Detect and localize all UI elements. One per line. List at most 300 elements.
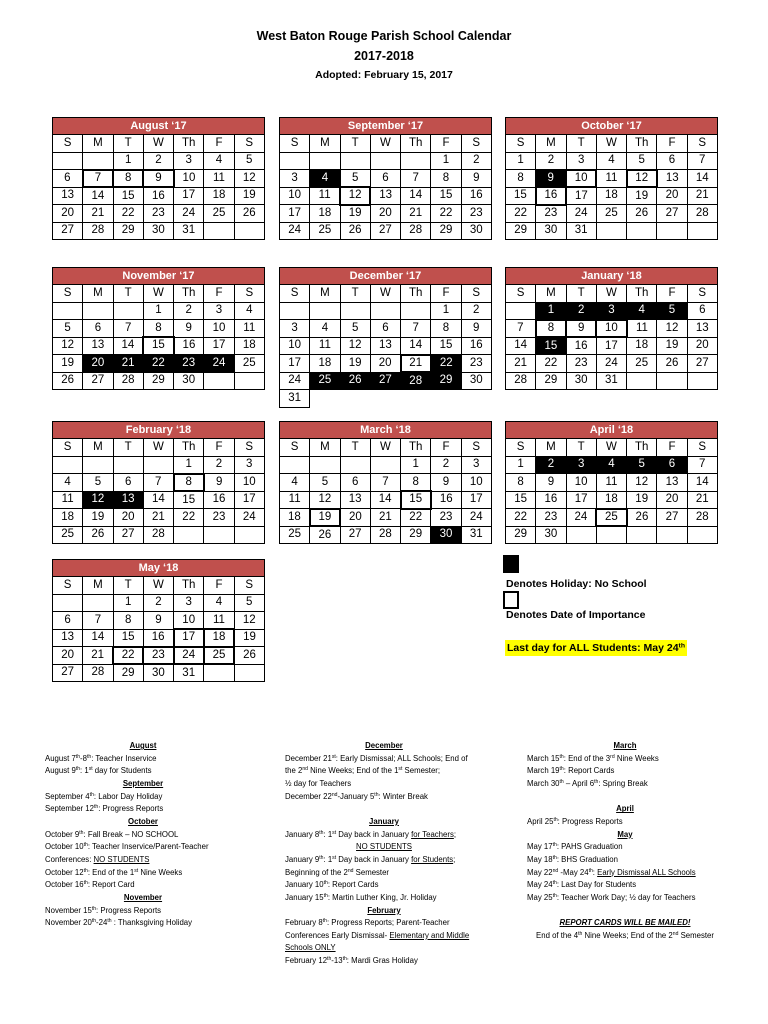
day-cell: 29 bbox=[113, 664, 143, 682]
week-row bbox=[506, 526, 718, 544]
week-row bbox=[280, 205, 492, 223]
weekday-label: S bbox=[280, 439, 310, 457]
weekday-label: W bbox=[370, 439, 400, 457]
day-cell: 1 bbox=[401, 456, 431, 474]
underlined-text: for Students bbox=[411, 854, 454, 864]
week-row bbox=[280, 187, 492, 205]
day-cell: 24 bbox=[566, 205, 596, 223]
day-cell: 16 bbox=[143, 187, 173, 205]
day-cell: 26 bbox=[627, 509, 657, 527]
weekday-label: M bbox=[536, 439, 566, 457]
note-line bbox=[45, 879, 241, 892]
day-cell: 10 bbox=[461, 474, 491, 492]
day-cell: 14 bbox=[401, 337, 431, 355]
note-text: October 16 bbox=[45, 880, 84, 890]
note-text: -13 bbox=[331, 956, 343, 966]
important-day-cell: 18 bbox=[204, 629, 234, 647]
day-cell: 13 bbox=[340, 491, 370, 509]
note-line bbox=[527, 841, 723, 854]
weekday-row bbox=[280, 285, 492, 303]
empty-day-cell bbox=[310, 456, 340, 474]
week-row bbox=[53, 456, 265, 474]
day-cell: 7 bbox=[83, 612, 113, 630]
day-cell: 22 bbox=[113, 205, 143, 223]
underlined-text: Schools ONLY bbox=[285, 943, 336, 953]
ordinal-suffix: th bbox=[678, 642, 685, 650]
empty-day-cell bbox=[370, 152, 400, 170]
note-heading: May bbox=[617, 829, 633, 839]
day-cell: 1 bbox=[431, 302, 461, 320]
note-line bbox=[45, 803, 241, 816]
weekday-label: W bbox=[596, 135, 626, 153]
note-section bbox=[285, 740, 483, 803]
note-text: : Last Day for Students bbox=[556, 880, 637, 890]
day-cell: 17 bbox=[234, 491, 264, 509]
note-line bbox=[285, 753, 483, 766]
note-line bbox=[285, 841, 483, 854]
weekday-label: F bbox=[431, 285, 461, 303]
empty-day-cell bbox=[234, 664, 264, 682]
day-cell: 2 bbox=[461, 302, 491, 320]
empty-day-cell bbox=[370, 302, 400, 320]
day-cell: 24 bbox=[174, 205, 204, 223]
day-cell: 8 bbox=[113, 612, 143, 630]
day-cell: 8 bbox=[506, 170, 536, 188]
empty-day-cell bbox=[310, 302, 340, 320]
day-cell: 20 bbox=[340, 509, 370, 527]
important-day-cell: 25 bbox=[204, 647, 234, 665]
empty-day-cell bbox=[340, 302, 370, 320]
note-text: : Thanksgiving Holiday bbox=[111, 918, 193, 928]
day-cell: 24 bbox=[234, 509, 264, 527]
note-line bbox=[527, 778, 723, 791]
day-cell: 8 bbox=[431, 320, 461, 338]
month-header-row bbox=[506, 118, 718, 135]
weekday-label: T bbox=[340, 439, 370, 457]
empty-day-cell bbox=[657, 222, 687, 240]
month-title: May ‘18 bbox=[53, 560, 265, 577]
day-cell: 29 bbox=[536, 372, 566, 390]
month-header-row bbox=[506, 422, 718, 439]
day-cell: 19 bbox=[340, 205, 370, 223]
weekday-label: S bbox=[461, 285, 491, 303]
day-cell: 28 bbox=[113, 372, 143, 390]
note-text: Nine Weeks; End of the 1 bbox=[307, 766, 399, 776]
day-cell: 25 bbox=[596, 205, 626, 223]
note-text: February 12 bbox=[285, 956, 328, 966]
weekday-row bbox=[53, 135, 265, 153]
empty-day-cell bbox=[340, 152, 370, 170]
day-cell: 10 bbox=[174, 612, 204, 630]
ordinal-suffix: th bbox=[89, 791, 94, 798]
empty-day-cell bbox=[234, 222, 264, 240]
weekday-label: Th bbox=[627, 285, 657, 303]
day-cell: 14 bbox=[113, 337, 143, 355]
weekday-label: T bbox=[113, 577, 143, 595]
weekday-label: M bbox=[310, 135, 340, 153]
day-cell: 2 bbox=[431, 456, 461, 474]
note-text: : Teacher Inservice bbox=[91, 753, 157, 763]
ordinal-suffix: th bbox=[559, 753, 564, 760]
weekday-label: S bbox=[687, 439, 717, 457]
day-cell: 30 bbox=[174, 372, 204, 390]
day-cell: 27 bbox=[370, 222, 400, 240]
note-text: Day back in January bbox=[336, 829, 412, 839]
weekday-label: T bbox=[113, 285, 143, 303]
note-text: March 15 bbox=[527, 753, 560, 763]
day-cell: 2 bbox=[204, 456, 234, 474]
month-calendar bbox=[279, 421, 492, 544]
day-cell: 16 bbox=[536, 491, 566, 509]
note-line bbox=[45, 917, 241, 930]
day-cell: 26 bbox=[83, 526, 113, 544]
note-line bbox=[45, 854, 241, 867]
day-cell: 10 bbox=[234, 474, 264, 492]
note-text: December 22 bbox=[285, 791, 332, 801]
day-cell: 3 bbox=[174, 594, 204, 612]
weekday-row bbox=[506, 285, 718, 303]
day-cell: 12 bbox=[657, 320, 687, 338]
day-cell: 9 bbox=[143, 612, 173, 630]
day-cell: 10 bbox=[280, 337, 310, 355]
day-cell: 1 bbox=[506, 456, 536, 474]
last-day-text: Last day for ALL Students: May 24 bbox=[507, 642, 679, 654]
day-cell: 18 bbox=[280, 509, 310, 527]
week-row bbox=[506, 170, 718, 188]
weekday-label: W bbox=[370, 135, 400, 153]
week-row bbox=[53, 629, 265, 647]
weekday-label: S bbox=[53, 439, 83, 457]
note-section bbox=[45, 892, 241, 930]
day-cell: 20 bbox=[687, 337, 717, 355]
holiday-day-cell: 23 bbox=[174, 355, 204, 373]
holiday-day-cell: 5 bbox=[627, 456, 657, 474]
day-cell: 17 bbox=[596, 337, 626, 355]
note-text: Semester bbox=[353, 867, 390, 877]
day-cell: 18 bbox=[596, 187, 626, 205]
weekday-row bbox=[506, 135, 718, 153]
note-text: – April 6 bbox=[563, 778, 595, 788]
day-cell: 6 bbox=[53, 612, 83, 630]
day-cell: 14 bbox=[83, 187, 113, 205]
holiday-day-cell: 21 bbox=[113, 355, 143, 373]
ordinal-suffix: th bbox=[559, 766, 564, 773]
day-cell: 5 bbox=[83, 474, 113, 492]
week-row bbox=[280, 152, 492, 170]
day-cell: 31 bbox=[596, 372, 626, 390]
day-cell: 13 bbox=[687, 320, 717, 338]
day-cell: 14 bbox=[143, 491, 173, 509]
important-day-cell: 25 bbox=[596, 509, 626, 527]
weekday-label: Th bbox=[401, 439, 431, 457]
day-cell: 7 bbox=[370, 474, 400, 492]
empty-day-cell bbox=[687, 372, 717, 390]
day-cell: 26 bbox=[340, 222, 370, 240]
day-cell: 1 bbox=[143, 302, 173, 320]
day-cell: 11 bbox=[596, 474, 626, 492]
ordinal-suffix: th bbox=[559, 779, 564, 786]
day-cell: 9 bbox=[461, 320, 491, 338]
holiday-day-cell: 28 bbox=[401, 372, 431, 390]
day-cell: 13 bbox=[657, 474, 687, 492]
day-cell: 11 bbox=[234, 320, 264, 338]
week-row bbox=[280, 526, 492, 544]
note-line bbox=[45, 841, 241, 854]
note-line bbox=[285, 955, 483, 968]
day-cell: 4 bbox=[280, 474, 310, 492]
month-calendar bbox=[505, 117, 718, 240]
importance-legend-label: Denotes Date of Importance bbox=[506, 609, 646, 621]
day-cell: 8 bbox=[401, 474, 431, 492]
holiday-day-cell: 5 bbox=[657, 302, 687, 320]
day-cell: 6 bbox=[370, 320, 400, 338]
empty-day-cell bbox=[566, 526, 596, 544]
weekday-label: M bbox=[83, 439, 113, 457]
day-cell: 11 bbox=[596, 170, 626, 188]
weekday-label: S bbox=[234, 135, 264, 153]
empty-day-cell bbox=[53, 456, 83, 474]
day-cell: 1 bbox=[113, 152, 143, 170]
day-cell: 10 bbox=[174, 170, 204, 188]
day-cell: 9 bbox=[174, 320, 204, 338]
ordinal-suffix: th bbox=[83, 880, 88, 887]
day-cell: 18 bbox=[204, 187, 234, 205]
note-text: October 9 bbox=[45, 829, 80, 839]
important-day-cell: 19 bbox=[310, 509, 340, 527]
note-text: : Spring Break bbox=[598, 778, 648, 788]
day-cell: 29 bbox=[506, 526, 536, 544]
ordinal-suffix: th bbox=[552, 880, 557, 887]
holiday-day-cell: 24 bbox=[204, 355, 234, 373]
note-section bbox=[45, 816, 241, 892]
month-header-row bbox=[280, 118, 492, 135]
note-line bbox=[45, 753, 241, 766]
weekday-label: F bbox=[204, 285, 234, 303]
note-heading: October bbox=[128, 816, 158, 826]
weekday-label: F bbox=[657, 135, 687, 153]
day-cell: 5 bbox=[340, 320, 370, 338]
day-cell: 9 bbox=[204, 474, 234, 492]
ordinal-suffix: st bbox=[134, 867, 139, 874]
note-line bbox=[285, 854, 483, 867]
week-row bbox=[280, 222, 492, 240]
ordinal-suffix: th bbox=[83, 842, 88, 849]
day-cell: 4 bbox=[53, 474, 83, 492]
note-line bbox=[527, 879, 723, 892]
note-text: October 12 bbox=[45, 867, 84, 877]
day-cell: 11 bbox=[627, 320, 657, 338]
day-cell: 23 bbox=[461, 355, 491, 373]
month-title: March ‘18 bbox=[280, 422, 492, 439]
empty-day-cell bbox=[143, 456, 173, 474]
day-cell: 13 bbox=[53, 187, 83, 205]
day-cell: 5 bbox=[310, 474, 340, 492]
week-row bbox=[280, 390, 492, 408]
note-section bbox=[45, 740, 241, 778]
day-cell: 16 bbox=[204, 491, 234, 509]
month-calendar bbox=[52, 117, 265, 240]
day-cell: 24 bbox=[280, 372, 310, 390]
notes-column-spring bbox=[527, 740, 723, 942]
weekday-label: S bbox=[234, 439, 264, 457]
day-cell: 20 bbox=[113, 509, 143, 527]
day-cell: 5 bbox=[234, 152, 264, 170]
note-text: January 9 bbox=[285, 854, 320, 864]
day-cell: 26 bbox=[627, 205, 657, 223]
day-cell: 5 bbox=[627, 152, 657, 170]
day-cell: 5 bbox=[234, 594, 264, 612]
holiday-day-cell: 20 bbox=[83, 355, 113, 373]
note-line bbox=[527, 930, 723, 943]
day-cell: 16 bbox=[461, 187, 491, 205]
week-row bbox=[506, 491, 718, 509]
note-heading: November bbox=[123, 892, 163, 902]
day-cell: 30 bbox=[143, 664, 173, 682]
day-cell: 6 bbox=[83, 320, 113, 338]
day-cell: 21 bbox=[401, 205, 431, 223]
day-cell: 18 bbox=[310, 205, 340, 223]
day-cell: 4 bbox=[596, 152, 626, 170]
note-text: January 10 bbox=[285, 880, 324, 890]
day-cell: 25 bbox=[204, 205, 234, 223]
ordinal-suffix: th bbox=[552, 893, 557, 900]
ordinal-suffix: th bbox=[323, 893, 328, 900]
day-cell: 18 bbox=[596, 491, 626, 509]
day-cell: 16 bbox=[461, 337, 491, 355]
month-header-row bbox=[53, 560, 265, 577]
underlined-text: NO STUDENTS bbox=[93, 854, 150, 864]
empty-day-cell bbox=[657, 372, 687, 390]
day-cell: 15 bbox=[431, 337, 461, 355]
important-day-cell: 22 bbox=[113, 647, 143, 665]
month-calendar bbox=[505, 267, 718, 390]
day-cell: 20 bbox=[370, 355, 400, 373]
week-row bbox=[53, 355, 265, 373]
notes-column-winter bbox=[285, 740, 483, 968]
note-text: : End of the 1 bbox=[87, 867, 135, 877]
day-cell: 7 bbox=[401, 320, 431, 338]
day-cell: 21 bbox=[687, 187, 717, 205]
week-row bbox=[280, 509, 492, 527]
week-row bbox=[53, 647, 265, 665]
holiday-day-cell: 6 bbox=[657, 456, 687, 474]
day-cell: 3 bbox=[174, 152, 204, 170]
day-cell: 26 bbox=[657, 355, 687, 373]
day-cell: 25 bbox=[280, 526, 310, 544]
day-cell: 15 bbox=[113, 629, 143, 647]
weekday-label: S bbox=[506, 285, 536, 303]
weekday-label: Th bbox=[174, 135, 204, 153]
empty-day-cell bbox=[596, 526, 626, 544]
empty-day-cell bbox=[506, 302, 536, 320]
note-heading: February bbox=[367, 905, 401, 915]
note-text: -May 24 bbox=[558, 867, 589, 877]
day-cell: 30 bbox=[566, 372, 596, 390]
note-text: February 8 bbox=[285, 918, 323, 928]
month-header-row bbox=[53, 422, 265, 439]
note-heading: January bbox=[369, 816, 399, 826]
weekday-label: F bbox=[204, 135, 234, 153]
note-text: May 17 bbox=[527, 842, 553, 852]
day-cell: 14 bbox=[687, 474, 717, 492]
day-cell: 6 bbox=[53, 170, 83, 188]
week-row bbox=[506, 302, 718, 320]
weekday-label: S bbox=[506, 135, 536, 153]
note-line bbox=[285, 829, 483, 842]
day-cell: 2 bbox=[174, 302, 204, 320]
weekday-row bbox=[280, 439, 492, 457]
note-line bbox=[45, 905, 241, 918]
note-text: May 22 bbox=[527, 867, 553, 877]
important-day-cell: 7 bbox=[83, 170, 113, 188]
empty-day-cell bbox=[53, 152, 83, 170]
ordinal-suffix: th bbox=[91, 905, 97, 912]
day-cell: 4 bbox=[310, 320, 340, 338]
weekday-row bbox=[280, 135, 492, 153]
month-title: January ‘18 bbox=[506, 268, 718, 285]
month-title: October ‘17 bbox=[506, 118, 718, 135]
day-cell: 17 bbox=[280, 205, 310, 223]
note-text: : 1 bbox=[323, 829, 333, 839]
day-cell: 18 bbox=[53, 509, 83, 527]
note-text: April 25 bbox=[527, 816, 554, 826]
note-text: Nine Weeks bbox=[138, 867, 183, 877]
important-day-cell: 17 bbox=[174, 629, 204, 647]
day-cell: 1 bbox=[113, 594, 143, 612]
week-row bbox=[280, 355, 492, 373]
day-cell: 3 bbox=[280, 170, 310, 188]
important-day-cell: 16 bbox=[536, 187, 566, 205]
day-cell: 16 bbox=[143, 629, 173, 647]
day-cell: 29 bbox=[431, 222, 461, 240]
weekday-label: S bbox=[280, 135, 310, 153]
adopted-date: Adopted: February 15, 2017 bbox=[315, 69, 453, 81]
day-cell: 12 bbox=[234, 170, 264, 188]
ordinal-suffix: th bbox=[323, 880, 328, 887]
important-day-cell: 15 bbox=[401, 491, 431, 509]
ordinal-suffix: th bbox=[578, 931, 583, 938]
important-day-cell: 15 bbox=[143, 337, 173, 355]
week-row bbox=[53, 222, 265, 240]
week-row bbox=[506, 509, 718, 527]
holiday-day-cell: 22 bbox=[431, 355, 461, 373]
note-heading: December bbox=[365, 741, 403, 750]
day-cell: 2 bbox=[143, 594, 173, 612]
note-text: : Mardi Gras Holiday bbox=[346, 956, 418, 966]
day-cell: 6 bbox=[340, 474, 370, 492]
note-text: : Winter Break bbox=[378, 791, 428, 801]
weekday-label: W bbox=[143, 439, 173, 457]
month-header-row bbox=[53, 118, 265, 135]
day-cell: 25 bbox=[53, 526, 83, 544]
day-cell: 7 bbox=[143, 474, 173, 492]
week-row bbox=[506, 205, 718, 223]
note-line bbox=[285, 879, 483, 892]
day-cell: 7 bbox=[687, 152, 717, 170]
ordinal-suffix: th bbox=[75, 766, 81, 773]
note-text: August 9 bbox=[45, 766, 76, 776]
weekday-label: F bbox=[204, 439, 234, 457]
note-heading: March bbox=[613, 741, 637, 750]
empty-day-cell bbox=[53, 594, 83, 612]
day-cell: 9 bbox=[461, 170, 491, 188]
month-title: December ‘17 bbox=[280, 268, 492, 285]
month-calendar bbox=[505, 421, 718, 544]
day-cell: 7 bbox=[401, 170, 431, 188]
note-text: Semester bbox=[678, 930, 714, 940]
ordinal-suffix: th bbox=[319, 855, 324, 862]
note-text: May 25 bbox=[527, 892, 553, 902]
